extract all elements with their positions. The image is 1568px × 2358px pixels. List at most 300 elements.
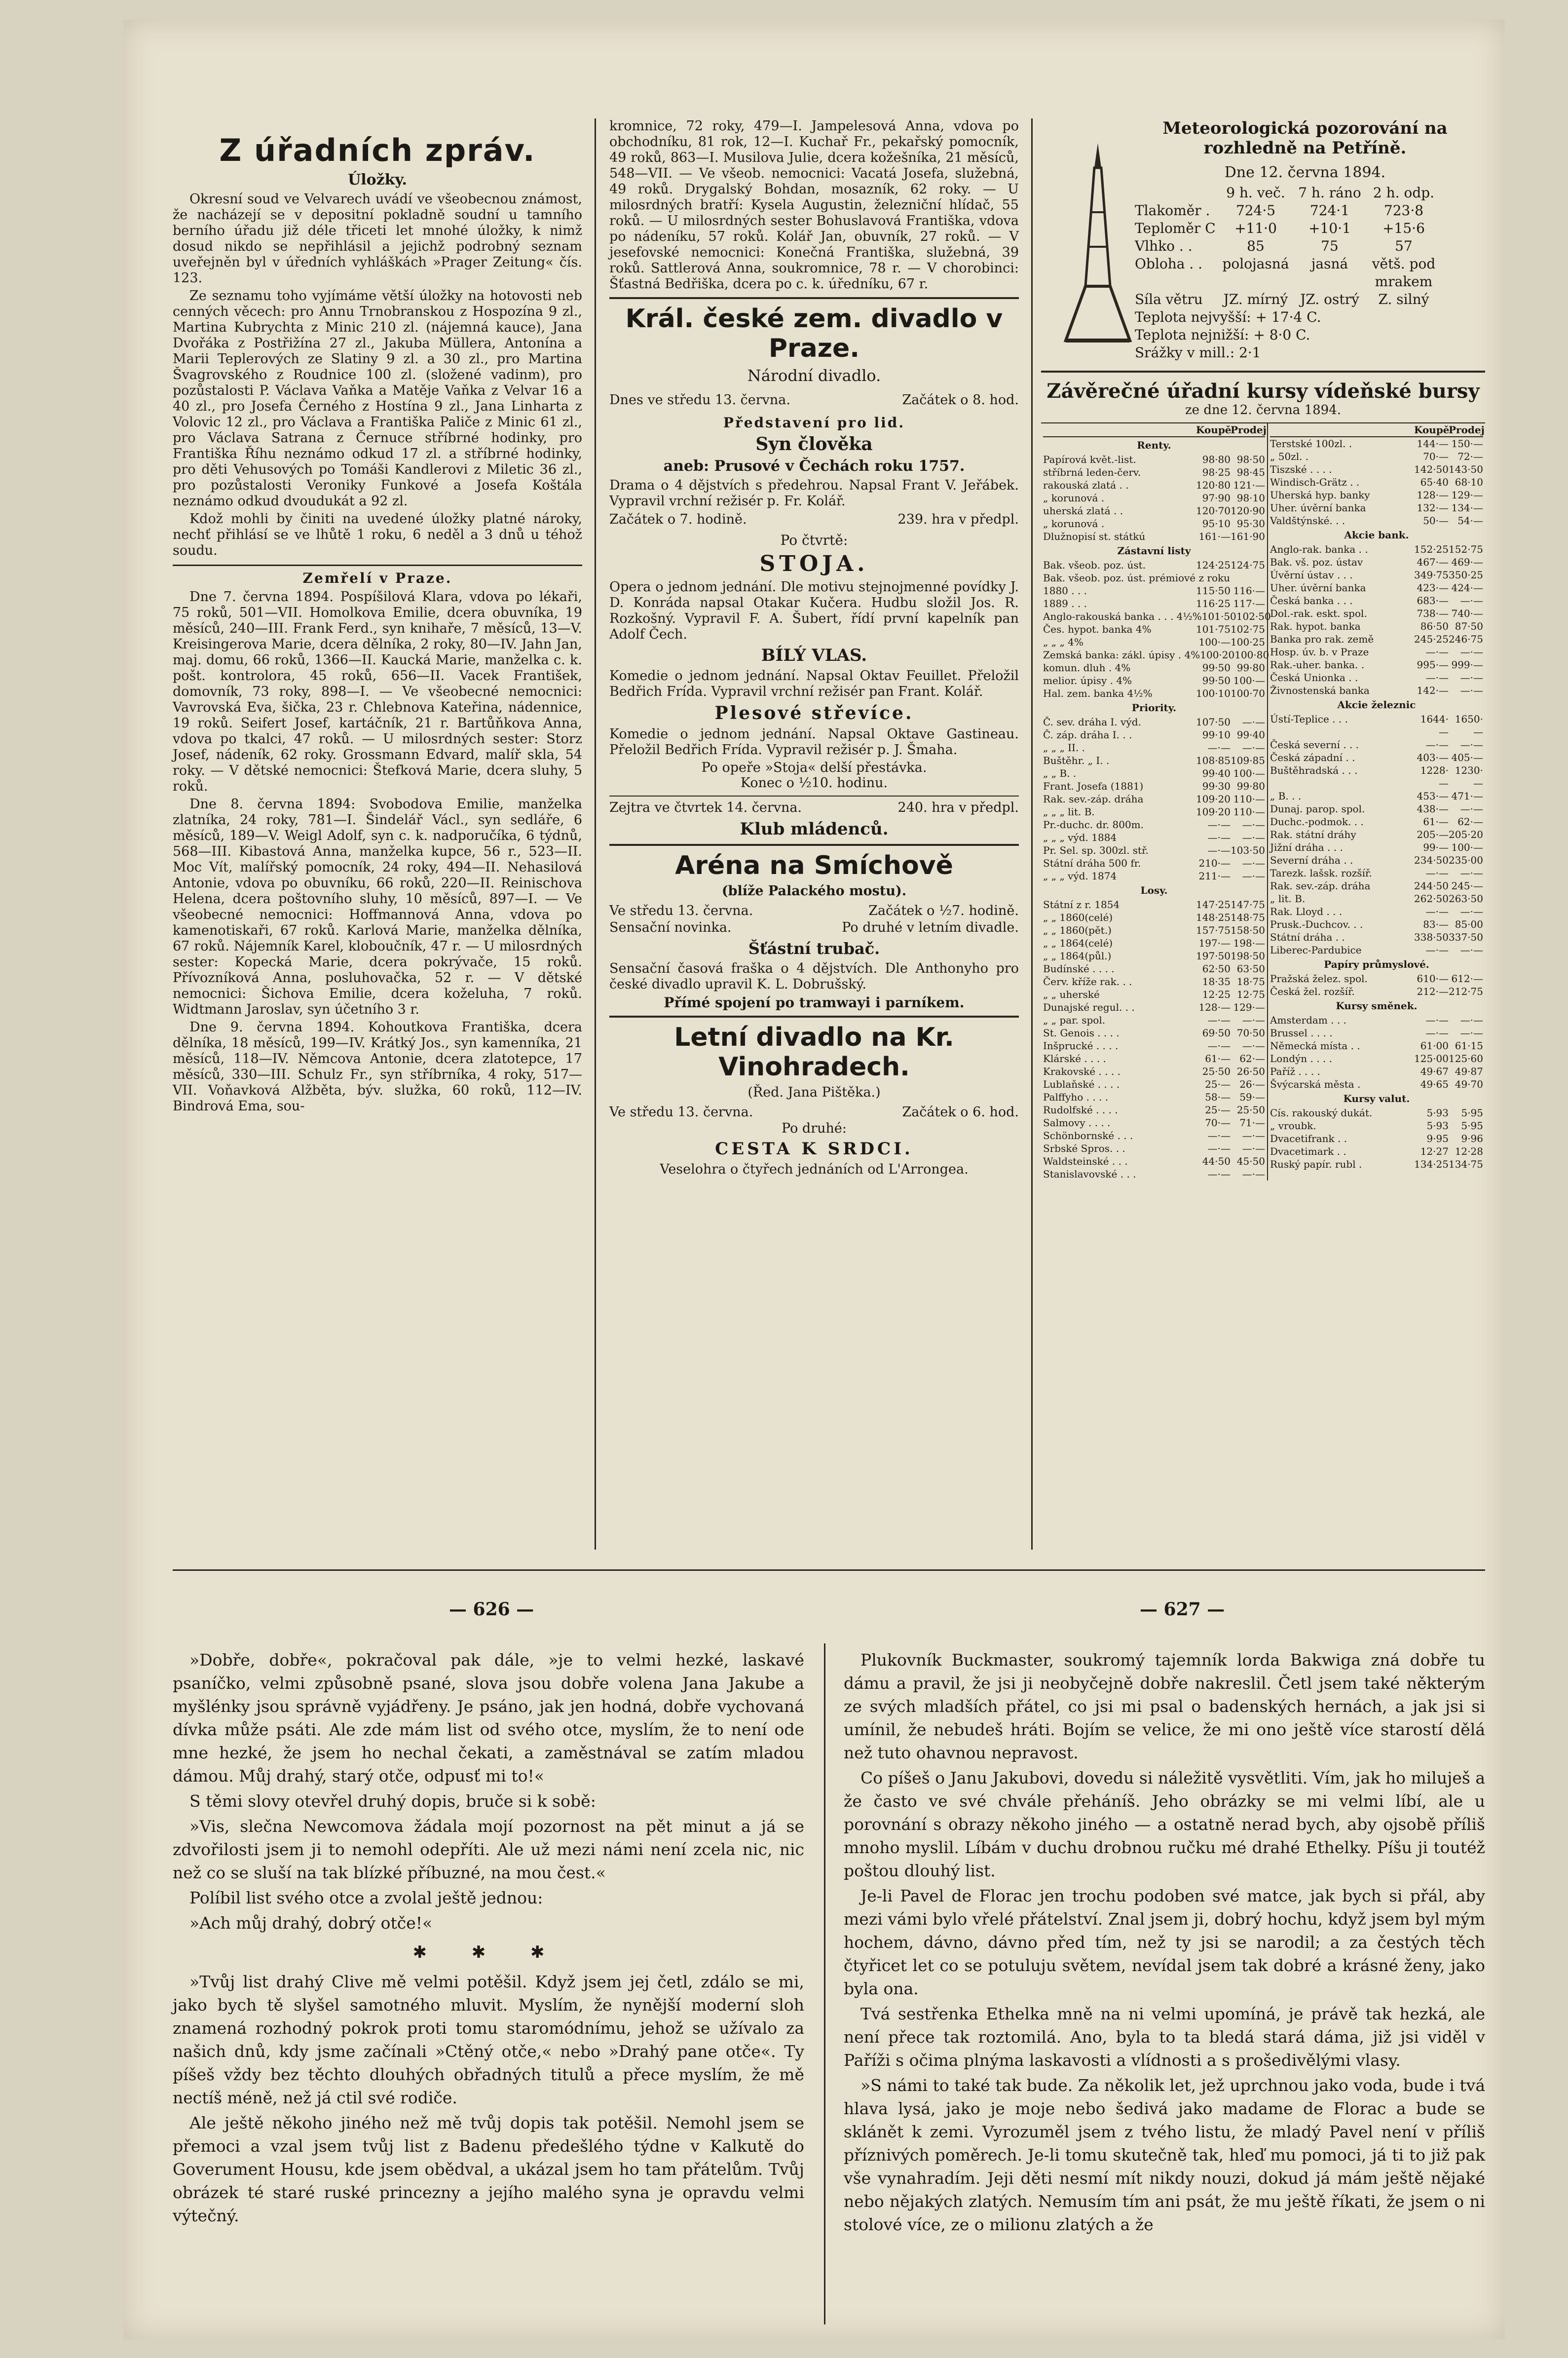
a-start: Začátek o ½7. hodině. (868, 903, 1019, 918)
bourse-row (1043, 831, 1265, 844)
bourse-buy-price: 142·50 (1414, 463, 1449, 475)
section-stars: ✱ ✱ ✱ (412, 1942, 564, 1962)
bourse-row (1270, 463, 1483, 476)
bourse-sell-price: 100·80 (1234, 649, 1269, 661)
bourse-sell-price: 110·— (1233, 806, 1265, 818)
bourse-security-name: Hal. zem. banka 4½% (1043, 687, 1153, 699)
bourse-security-name: Inšprucké . . . . (1043, 1040, 1119, 1052)
bourse-sell-price: 25·50 (1236, 1104, 1265, 1116)
bourse-security-name: Česká žel. rozšíř. (1270, 986, 1355, 997)
meteo-value: JZ. ostrý (1300, 291, 1359, 307)
bourse-buy-price: 98·25 (1202, 466, 1231, 478)
bourse-section-heading: Kursy směnek. (1336, 1000, 1418, 1012)
deaths-heading: Zemřelí v Praze. (173, 565, 582, 586)
bourse-sell-price: 98·45 (1236, 466, 1265, 478)
bourse-sell-price: 9·96 (1461, 1133, 1483, 1144)
bourse-security-name: Cís. rakouský dukát. (1270, 1107, 1373, 1119)
bourse-row (1270, 931, 1483, 944)
bourse-date: ze dne 12. června 1894. (1185, 403, 1341, 418)
bourse-row (1043, 1155, 1265, 1168)
bourse-buy-price: 157·75 (1196, 924, 1231, 936)
bourse-buy-price: 128·— (1417, 489, 1449, 501)
bourse-buy-price: 18·35 (1202, 976, 1231, 988)
l-desc: Veselohra o čtyřech jednáních od L'Arrongea. (660, 1162, 969, 1177)
bourse-row (1270, 1145, 1483, 1158)
bourse-buy-price: 62·50 (1202, 963, 1231, 975)
bourse-buy-price: —·— (1207, 1142, 1231, 1154)
deaths-paragraph: Dne 9. června 1894. Kohoutkova Františka, dcera dělníka, 18 měsíců, 199—IV. Krátký Jos., syn kamenníka, 21 měsíců, 118—IV. Němcova Antonie, dcera zlatotepce, 17 měsíců, 330—III. Schulz Fr., syn stříbrníka, 4 roky, 517—VII. Voňavková Alžběta, býv. služka, 60 roků, 112—IV. Bindrová Ema, sou- (173, 1020, 582, 1114)
bourse-buy-price: 101·75 (1196, 623, 1231, 635)
bourse-sell-price: 740·— (1451, 608, 1483, 619)
bourse-security-name: „ „ 1860(pět.) (1043, 924, 1112, 936)
bourse-security-name: Lublaňské . . . . (1043, 1078, 1120, 1090)
deposits-heading: Úložky. (348, 171, 407, 189)
bourse-security-name: Čes. hypot. banka 4% (1043, 623, 1152, 635)
bourse-sell-price: 18·75 (1236, 976, 1265, 988)
bourse-row (1270, 514, 1483, 527)
bourse-security-name: Rak. státní dráhy (1270, 829, 1356, 840)
bourse-sell-price: 98·10 (1236, 492, 1265, 504)
bourse-row (1043, 530, 1265, 543)
a-desc: Sensační časová fraška o 4 dějstvích. Dle Anthonyho pro české divadlo upravil K. L. Dobrušský. (609, 961, 1019, 992)
bourse-buy-price: 101·50 (1201, 610, 1236, 622)
bourse-row (1270, 476, 1483, 489)
bourse-buy-price: 262·50 (1414, 893, 1449, 905)
bourse-sell-price: 198·— (1233, 937, 1265, 949)
bourse-row (1270, 646, 1483, 658)
bourse-sell-price: 99·80 (1236, 662, 1265, 674)
bourse-security-name: Švýcarská města . (1270, 1078, 1361, 1090)
bourse-row (1270, 1039, 1483, 1052)
bourse-sell-price: 72·— (1457, 451, 1483, 462)
bourse-security-name: Londýn . . . . (1270, 1053, 1333, 1065)
bourse-buy-price: 683·— (1417, 595, 1449, 607)
bourse-buy-price: 86·50 (1420, 620, 1449, 632)
bourse-security-name: Uherská hyp. banky (1270, 489, 1370, 501)
bourse-buy-price: 69·50 (1202, 1027, 1231, 1039)
meteo-value: 724·1 (1309, 202, 1350, 219)
bourse-sell-price: 158·50 (1231, 924, 1265, 936)
bourse-buy-price: 5·93 (1426, 1120, 1449, 1132)
bourse-sell-price: 95·30 (1236, 518, 1265, 530)
meteo-label: Tlakoměr . (1135, 202, 1210, 219)
bourse-sell-price: 612·— (1451, 973, 1483, 985)
l-second: Po druhé: (782, 1121, 847, 1136)
letni-sub: (Řed. Jana Pištěka.) (747, 1085, 881, 1100)
bourse-buy-price: —·— (1425, 646, 1449, 658)
t3-desc: Komedie o jednom jednání. Napsal Oktav Feuillet. Přeložil Bedřich Frída. Vypravil vrchní režisér pan Frant. Kolář. (609, 668, 1019, 699)
bourse-buy-price: —·— (1207, 1130, 1231, 1141)
bourse-row (1043, 504, 1265, 517)
bourse-buy-price: 100·10 (1196, 687, 1231, 699)
meteo-label: Síla větru (1135, 291, 1203, 307)
bourse-row (1043, 453, 1265, 466)
bourse-sell-price: 100·— (1233, 767, 1265, 779)
petrin-tower-icon (1061, 138, 1135, 345)
bourse-section-heading: Akcie železnic (1337, 699, 1416, 711)
bourse-row (1043, 1168, 1265, 1180)
bourse-sell-price: 198·50 (1231, 950, 1265, 962)
bourse-security-name: Německá místa . . (1270, 1040, 1360, 1052)
bourse-security-name: Tiszské . . . . (1270, 463, 1332, 475)
bourse-security-name: Palffyho . . . . (1043, 1091, 1109, 1103)
bourse-right-half (1268, 423, 1485, 1180)
bourse-sell-price: —·— (1242, 819, 1265, 831)
bourse-row (1270, 658, 1483, 671)
bourse-buy-price: 125·00 (1414, 1053, 1449, 1065)
bourse-buy-price: —·— (1425, 1027, 1449, 1039)
bourse-row (1270, 764, 1483, 790)
bourse-security-name: Česká Unionka . . (1270, 672, 1358, 684)
bourse-row (1043, 1116, 1265, 1129)
bourse-row (1270, 972, 1483, 985)
bourse-row (1043, 636, 1265, 648)
bourse-security-name: „ „ B. . (1043, 767, 1077, 779)
bourse-section-heading: Losy. (1140, 884, 1168, 896)
bourse-sell-price: —·— (1460, 672, 1483, 684)
bourse-row (1043, 870, 1265, 882)
bourse-row (1270, 1119, 1483, 1132)
bourse-row (1043, 767, 1265, 780)
bourse-security-name: Anglo-rak. banka . . (1270, 543, 1368, 555)
bourse-sell-price: 5·95 (1461, 1107, 1483, 1119)
bourse-buy-price: 99·30 (1202, 780, 1231, 792)
bourse-security-name: Zemská banka: zákl. úpisy . 4% (1043, 649, 1200, 661)
bourse-row (1043, 466, 1265, 479)
official-news-title: Z úřadních zpráv. (219, 132, 536, 168)
bourse-security-name: Severní dráha . . (1270, 854, 1353, 866)
bourse-security-name: Schönbornské . . . (1043, 1130, 1133, 1141)
bourse-sell-price: 148·75 (1231, 912, 1265, 923)
bourse-buy-price: 161·— (1198, 531, 1231, 542)
bourse-security-name: Anglo-rakouská banka . . . 4½% (1043, 610, 1202, 622)
bourse-row (1043, 937, 1265, 950)
section-divider (173, 1569, 1485, 1571)
bourse-row (1043, 898, 1265, 911)
bourse-row (1043, 728, 1265, 741)
bourse-buy-price: 12·25 (1202, 989, 1231, 1000)
bourse-security-name: Valdštýnské. . . (1270, 515, 1345, 527)
bourse-security-name: Česká západní . . (1270, 752, 1355, 763)
bourse-buy-price: 197·— (1198, 937, 1231, 949)
bourse-row (1270, 1158, 1483, 1171)
bourse-security-name: Dvacetimark . . (1270, 1145, 1346, 1157)
bourse-buy-price: 349·75 (1414, 569, 1449, 581)
bourse-security-name: Úvěrní ústav . . . (1270, 569, 1353, 581)
meteo-value: +15·6 (1382, 220, 1425, 236)
meteo-label: Obloha . . (1135, 256, 1203, 272)
bourse-sell-price: —·— (1460, 685, 1483, 696)
meteo-title: Meteorologická pozorování na rozhledně na Petříně. (1162, 118, 1448, 158)
bourse-row (1043, 661, 1265, 674)
bourse-buy-price: 115·50 (1196, 585, 1231, 597)
bourse-security-name: „ korunová . (1043, 518, 1105, 530)
a-novelty: Sensační novinka. (609, 920, 732, 935)
bourse-row (1270, 569, 1483, 581)
story-paragraph: Tvá sestřenka Ethelka mně na ni velmi upomíná, je právě tak hezká, ale není přece tak roztomilá. Ano, byla to ta bledá stará dáma, již jsi viděl v Paříži s očima plnýma laskavosti a vlídnosti a s prošedivělými vlasy. (844, 2004, 1485, 2070)
bourse-security-name: „ „ uherské (1043, 989, 1100, 1000)
bourse-sell-price: 405·— (1451, 752, 1483, 763)
bourse-security-name: Liberec-Pardubice (1270, 944, 1362, 956)
bourse-table (1041, 422, 1485, 1180)
bourse-buy-price: 142·— (1417, 685, 1449, 696)
story-paragraph: »Tvůj list drahý Clive mě velmi potěšil. Když jsem jej četl, zdálo se mi, jako bych tě slyšel samotného mluvit. Myslím, že nynější moderní sloh znamená rozhodný pokrok proti tomu staromódnímu, jehož se užívalo za našich dnů, kdy jsme začínali »Ctěný otče,« nebo »Drahý pane otče«. Ty píšeš vždy bez těchto dlouhých obřadných titulů a přece myslím, že mě nectíš méně, než já ctil své rodiče. (173, 1972, 804, 2107)
bourse-buy-price: 234·50 (1414, 854, 1449, 866)
column-divider (595, 118, 596, 1550)
bourse-sell-price: 134·— (1451, 502, 1483, 514)
bourse-security-name: stříbrná leden-červ. (1043, 466, 1141, 478)
bourse-row (1270, 501, 1483, 514)
bourse-sell-price: 49·70 (1455, 1078, 1483, 1090)
bourse-buy-price: 995·— (1417, 659, 1449, 671)
bourse-row (1270, 671, 1483, 684)
bourse-security-name: Česká banka . . . (1270, 595, 1353, 607)
story-right-column (844, 1648, 1485, 2329)
story-paragraph: Co píšeš o Janu Jakubovi, dovedu si náležitě vysvětliti. Vím, jak ho miluješ a že často ve své chvále přeháníš. Jeho obrázky se mi velmi líbí, ale u porovnání s obrazy někoho jiného — a ostatně nerad bych, aby ojsobě příliš mnoho myslil. Líbám v duchu drobnou ručku mé drahé Ethelky. Píšu ji toutéž poštou dlouhý list. (844, 1768, 1485, 1880)
bourse-row (1043, 793, 1265, 805)
bourse-sell-price: 152·75 (1449, 543, 1483, 555)
bourse-row (1270, 581, 1483, 594)
bourse-buy-price: 100·— (1198, 636, 1231, 648)
bourse-buy-price: 423·— (1417, 582, 1449, 594)
bourse-security-name: Banka pro rak. země (1270, 633, 1374, 645)
bourse-sell-price: 125·60 (1449, 1053, 1483, 1065)
bourse-row (1270, 594, 1483, 607)
bourse-sell-price: 999·— (1451, 659, 1483, 671)
bourse-buy-price: 99·50 (1202, 662, 1231, 674)
bourse-security-name: Tarezk. lašsk. rozšíř. (1270, 867, 1372, 879)
bourse-sell-price: 26·— (1239, 1078, 1265, 1090)
meteo-extra: Srážky v mill.: 2·1 (1135, 344, 1261, 361)
bourse-buy-price: 148·25 (1196, 912, 1231, 923)
bourse-buy-price: —·— (1425, 739, 1449, 751)
bourse-security-name: „ B. . . (1270, 790, 1302, 802)
bourse-row (1270, 751, 1483, 764)
national-theatre-sub: Národní divadlo. (747, 366, 881, 385)
bourse-sell-price: 110·— (1233, 793, 1265, 805)
bourse-row (1043, 687, 1265, 700)
bourse-row (1270, 1052, 1483, 1065)
bourse-security-name: melior. úpisy . 4% (1043, 675, 1132, 686)
bourse-buy-price: 25·— (1205, 1104, 1231, 1116)
deaths-paragraph: Dne 7. června 1894. Pospíšilová Klara, vdova po lékaři, 75 roků, 501—VII. Homolkova Emilie, dcera obuvníka, 19 měsíců, 240—III. Frank Ferd., syn knihaře, 7 měsíců, 13—V. Kreisingerova Marie, dcera dělníka, 2 roky, 80—IV. Jahn Jan, maj. domu, 66 roků, 1366—II. Kaucká Marie, manželka c. k. pošt. kontrolora, 45 roků, 656—II. Vacek František, domovník, 73 roky, 898—I. — Ve všeobecné nemocnici: Vavrovská Eva, šička, 23 r. Chlebnova Kateřina, nádennice, 19 roků. Seifert Josef, kartáčník, 21 r. Bartůňkova Anna, vdova po tkalci, 47 roků. — U milosrdných sester: Storz Josef, nádeník, 62 roky. Grossmann Edvard, malíř skla, 54 roky. — V dětské nemocnici: Štefková Marie, dcera sluhy, 5 roků. (173, 589, 582, 794)
story-paragraph: »Ach můj drahý, dobrý otče!« (189, 1913, 433, 1933)
bourse-row (1270, 802, 1483, 815)
bourse-row (1043, 492, 1265, 504)
bourse-row (1270, 713, 1483, 738)
bourse-buy-price: 49·65 (1420, 1078, 1449, 1090)
bourse-security-name: Rak.-uher. banka. . (1270, 659, 1365, 671)
bourse-security-name: „ „ „ výd. 1884 (1043, 832, 1117, 843)
bourse-sell-price: —·— (1460, 739, 1483, 751)
bourse-sell-price: 71·— (1239, 1117, 1265, 1129)
bourse-row (1043, 1014, 1265, 1027)
bourse-buy-price: 97·90 (1202, 492, 1231, 504)
bourse-security-name: Buštěhr. „ I. . (1043, 755, 1110, 766)
bourse-row (1270, 918, 1483, 931)
bourse-buy-price: 99·40 (1202, 767, 1231, 779)
bourse-row (1043, 597, 1265, 610)
bourse-sell-price: 99·80 (1236, 780, 1265, 792)
bourse-row (1270, 790, 1483, 802)
bourse-security-name: „ „ „ 4% (1043, 636, 1083, 648)
bourse-security-name: Státní dráha 500 fr. (1043, 857, 1141, 869)
bourse-sell-price: 134·75 (1449, 1158, 1483, 1170)
deposits-paragraph: Kdož mohli by činiti na uvedené úložky platné nároky, nechť přihlásí se ve lhůtě 1 roku, 6 neděl a 3 dnů u téhož soudu. (173, 511, 582, 558)
bourse-security-name: Budínské . . . . (1043, 963, 1115, 975)
bourse-row (1043, 1001, 1265, 1014)
bourse-security-name: „ korunová . (1043, 492, 1105, 504)
bourse-buy-price: 338·50 (1414, 931, 1449, 943)
bourse-sell-price: 63·50 (1236, 963, 1265, 975)
story-paragraph: Je-li Pavel de Florac jen trochu podoben své matce, jak bych si přál, aby mezi vámi bylo vřelé přátelství. Znal jsem ji, dobrý hochu, když jsem byl mým hochem, dávno, dávno před tím, než ty jsi se narodil; a za čestých těch čtyřicet let co se potuluju světem, nevídal jsem tak dobré a krásné ženy, jako byla ona. (844, 1886, 1485, 1998)
bourse-sell-price: 337·50 (1449, 931, 1483, 943)
bourse-sell-price: —·— (1460, 906, 1483, 917)
bourse-sell-price: 12·75 (1236, 989, 1265, 1000)
bourse-sell-price: 350·25 (1449, 569, 1483, 581)
bourse-sell-price: 117·— (1233, 598, 1265, 609)
bourse-sell-price: 263·50 (1449, 893, 1483, 905)
bourse-row (1043, 780, 1265, 793)
bourse-buy-price: 134·25 (1414, 1158, 1449, 1170)
bourse-buy-price: 5·93 (1426, 1107, 1449, 1119)
bourse-row (1270, 815, 1483, 828)
bourse-row (1043, 1078, 1265, 1091)
bourse-security-name: Srbské Spros. . . (1043, 1142, 1125, 1154)
bourse-section-heading: Papíry průmyslové. (1324, 958, 1429, 970)
theatre-column (609, 118, 1019, 1550)
a-second: Po druhé v letním divadle. (842, 920, 1019, 935)
meteo-value: jasná (1311, 256, 1348, 272)
bourse-buy-price: 70·— (1423, 451, 1449, 462)
arena-title: Aréna na Smíchově (609, 844, 1019, 880)
t1-play-sub: aneb: Prusové v Čechách roku 1757. (663, 457, 965, 475)
bourse-buy-price: —·— (1207, 832, 1231, 843)
bourse-head: Koupě (1196, 424, 1232, 436)
bourse-buy-price: 108·85 (1196, 755, 1231, 766)
meteo-value: 85 (1247, 238, 1265, 254)
bourse-row (1270, 684, 1483, 697)
column-divider (824, 1643, 825, 2324)
bourse-security-name: Č. záp. dráha I. . . (1043, 729, 1132, 741)
story-paragraph: »Dobře, dobře«, pokračoval pak dále, »je to velmi hezké, laskavé psaníčko, velmi způsobně psané, slova jsou dobře volena Jana Jakube a myšlénky jsou správně vyjádřeny. Je psáno, jak jen hodná, dobře vychovaná dívka může psáti. Ale zde mám list od svého otce, myslím, že to není ode mne hezké, že jsem ho nechal čekati, a zaměstnával se zatím mladou dámou. Můj drahý, starý otče, odpusť mi to!« (173, 1650, 804, 1786)
bourse-security-name: Stanislavovské . . . (1043, 1168, 1136, 1180)
bourse-security-name: uherská zlatá . . (1043, 505, 1123, 517)
t1-label: Představení pro lid. (723, 415, 905, 431)
a-date: Ve středu 13. června. (609, 903, 753, 918)
bourse-sell-price: 85·00 (1455, 918, 1483, 930)
bourse-row (1270, 879, 1483, 892)
bourse-row (1270, 1132, 1483, 1145)
bourse-row (1270, 633, 1483, 646)
bourse-row (1043, 741, 1265, 754)
bourse-sell-price: 124·75 (1231, 559, 1265, 571)
t1-perf: 239. hra v předpl. (897, 512, 1019, 527)
bourse-sell-price: 100·— (1233, 675, 1265, 686)
bourse-row (1270, 1065, 1483, 1078)
bourse-row (1043, 1142, 1265, 1155)
bourse-buy-price: 245·25 (1414, 633, 1449, 645)
bourse-buy-price: 61·— (1205, 1053, 1231, 1065)
bourse-sell-price: 150·— (1451, 438, 1483, 450)
bourse-sell-price: —·— (1460, 646, 1483, 658)
bourse-row (1043, 623, 1265, 636)
bourse-security-name: Salmovy . . . . (1043, 1117, 1111, 1129)
bourse-buy-price: 44·50 (1202, 1155, 1231, 1167)
bourse-security-name: Česká severní . . . (1270, 739, 1359, 751)
meteo-col: 7 h. ráno (1298, 185, 1361, 201)
bourse-row (1043, 1052, 1265, 1065)
t2-desc: Opera o jednom jednání. Dle motivu stejnojmenné povídky J. D. Konrádа napsal Otakar Kučera. Hudbu složil Jos. R. Rozkošný. Vypravil F. A. Šubert, řídí první kapelník pan Adolf Čech. (609, 579, 1019, 642)
bourse-buy-price: —·— (1425, 906, 1449, 917)
bourse-row (1270, 543, 1483, 556)
bourse-row (1270, 1078, 1483, 1091)
bourse-sell-price: —·— (1242, 1130, 1265, 1141)
t1-desc: Drama o 4 dějstvích s předehrou. Napsal Frant V. Jeřábek. Vypravil vrchní režisér p. Fr. Kolář. (609, 478, 1019, 509)
bourse-buy-price: 116·25 (1196, 598, 1231, 609)
t1-date: Dnes ve středu 13. června. (609, 392, 790, 408)
bourse-security-name: „ 50zl. . (1270, 451, 1309, 462)
story-paragraph: Políbil list svého otce a zvolal ještě jednou: (189, 1888, 543, 1907)
bourse-buy-price: 1228·— (1420, 764, 1449, 789)
bourse-buy-price: 99·— (1423, 841, 1449, 853)
bourse-sell-price: 212·75 (1449, 986, 1483, 997)
bourse-sell-price: 471·— (1451, 790, 1483, 802)
meteo-col: 2 h. odp. (1373, 185, 1435, 201)
bourse-row (1043, 950, 1265, 962)
bourse-security-name: komun. dluh . 4% (1043, 662, 1131, 674)
meteo-extra: Teplota nejnižší: + 8·0 C. (1135, 327, 1310, 343)
bourse-sell-price: 245·— (1451, 880, 1483, 892)
bourse-sell-price: 100·70 (1231, 687, 1265, 699)
l-play: CESTA K SRDCI. (715, 1139, 913, 1159)
bourse-sell-price: —·— (1460, 1027, 1483, 1039)
bourse-buy-price: 124·25 (1196, 559, 1231, 571)
bourse-sell-price: 120·90 (1231, 505, 1265, 517)
bourse-sell-price: 87·50 (1455, 620, 1483, 632)
bourse-row (1043, 975, 1265, 988)
bourse-section-heading: Kursy valut. (1343, 1093, 1410, 1104)
bourse-security-name: Pr. Sel. sp. 300zl. stř. (1043, 844, 1149, 856)
bourse-sell-price: 99·40 (1236, 729, 1265, 741)
bourse-security-name: Dvacetifrank . . (1270, 1133, 1347, 1144)
bourse-row (1043, 584, 1265, 597)
bourse-row (1270, 437, 1483, 450)
meteo-value: větš. pod mrakem (1372, 256, 1436, 290)
bourse-sell-price: 129·— (1451, 489, 1483, 501)
bourse-buy-price: 152·25 (1414, 543, 1449, 555)
bourse-security-name: Dunaj. parop. spol. (1270, 803, 1365, 815)
bourse-security-name: Ústí-Teplice . . . (1270, 713, 1348, 725)
story-paragraph: »S námi to také tak bude. Za několik let, jež uprchnou jako voda, bude i tvá hlava lysá, jako je moje nebo šedivá jako madame de Florac a bude se sklánět k zemi. Vyrozuměl jsem z tvého listu, že mladý Pavel není v příliš příznivých poměrech. Je-li tomu skutečně tak, hleď mu pomoci, já ti to již pak vše vynahradím. Jeji děti nesmí mít nikdy nouzi, dokud já mám ještě nějaké nebo nějakých zlatých. Nemusím tím ani psát, že mu ještě říkati, že jsem o ni stolové více, ze o milionu zlatých a že (844, 2076, 1485, 2234)
meteo-value: JZ. mírný (1223, 291, 1288, 307)
bourse-sell-price: 1650·— (1455, 713, 1483, 738)
bourse-security-name: Frant. Josefa (1881) (1043, 780, 1144, 792)
story-paragraph: »Vis, slečna Newcomova žádala mojí pozornost na pět minut a já se zdvořilosti jsem ji to nemohl odepříti. Ale už mezi námi není zcela nic, nic než co se sluší na tak blízké příbuzné, na mou čest.« (173, 1817, 804, 1882)
bourse-sell-price: 109·85 (1231, 755, 1265, 766)
bourse-sell-price: —·— (1242, 1014, 1265, 1026)
bourse-security-name: Terstské 100zl. . (1270, 438, 1352, 450)
bourse-row (1270, 1014, 1483, 1027)
bourse-security-name: „ „ „ lit. B. (1043, 806, 1095, 818)
bourse-buy-price: 453·— (1417, 790, 1449, 802)
bourse-row (1043, 716, 1265, 728)
bourse-row (1270, 489, 1483, 501)
bourse-security-name: Windisch-Grätz . . (1270, 476, 1360, 488)
bourse-security-name: „ lit. B. (1270, 893, 1306, 905)
meteo-value: +10·1 (1308, 220, 1351, 236)
bourse-row (1043, 1103, 1265, 1116)
